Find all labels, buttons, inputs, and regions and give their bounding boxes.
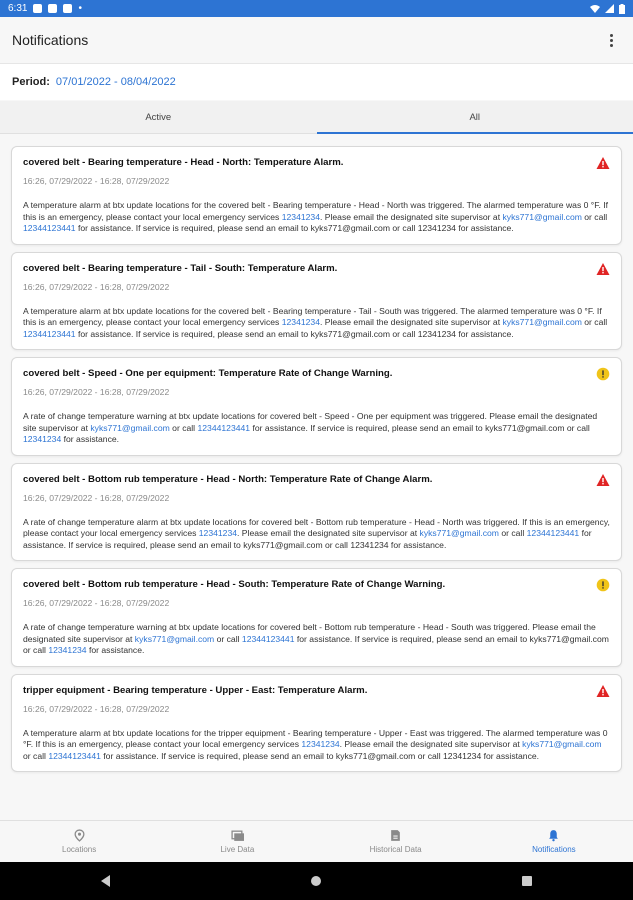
notification-timestamp: 16:26, 07/29/2022 - 16:28, 07/29/2022 xyxy=(23,703,170,714)
notification-text: . Please email the designated site supervisor at xyxy=(339,739,523,749)
notification-description xyxy=(23,306,610,341)
email-link[interactable]: kyks771@gmail.com xyxy=(419,528,499,538)
phone-link[interactable]: 12344123441 xyxy=(197,422,251,433)
notification-title: covered belt - Bottom rub temperature - Head - North: Temperature Rate of Change Alarm. xyxy=(23,473,433,485)
notification-title: tripper equipment - Bearing temperature - Upper - East: Temperature Alarm. xyxy=(23,684,368,696)
notification-text: . Please email the designated site supervisor at xyxy=(319,211,503,222)
notification-text: for assistance. If service is required, please send an email to kyks771@gmail.com or call 12341234 for assistance. xyxy=(75,328,514,339)
location-pin-icon xyxy=(73,829,86,842)
nav-locations-label: Locations xyxy=(62,845,97,854)
warning-circle-icon xyxy=(596,578,610,592)
page-title: Notifications xyxy=(12,32,89,48)
notification-text: A rate of change temperature warning at btx update locations for covered belt - Bottom rub temperature - Head - South was triggered. Please email the designated site supervisor at xyxy=(23,622,596,644)
bottom-navigation xyxy=(0,820,633,862)
notification-text: for assistance. If service is required, please send an email to kyks771@gmail.com or call xyxy=(250,422,590,433)
notification-dot-icon: • xyxy=(78,3,82,14)
phone-link[interactable]: 12341234 xyxy=(48,645,87,655)
notification-text: A rate of change temperature warning at btx update locations for covered belt - Speed - One per equipment was triggered. Please email the designated site supervisor at xyxy=(23,411,598,433)
notification-app-icon-2 xyxy=(48,4,57,13)
phone-link[interactable]: 12341234 xyxy=(198,528,238,538)
period-row xyxy=(0,64,633,100)
notification-text: for assistance. If service is required, please send an email to kyks771@gmail.com or call 12341234 for assistance. xyxy=(100,750,540,761)
notification-title: covered belt - Speed - One per equipment: Temperature Rate of Change Warning. xyxy=(23,368,393,379)
historical-data-icon xyxy=(389,829,402,842)
notification-text: or call xyxy=(23,750,49,761)
alarm-triangle-icon xyxy=(596,156,610,170)
notification-card[interactable] xyxy=(11,568,622,667)
notification-text: or call xyxy=(214,633,242,644)
nav-historical-data[interactable] xyxy=(317,821,475,862)
nav-historical-data-label: Historical Data xyxy=(369,845,422,854)
notification-text: A temperature alarm at btx update locations for the covered belt - Bearing temperature - Tail - South was triggered. The alarmed temperature was 0 °F. If this is an emergency, please contact your local emergency services xyxy=(23,305,602,327)
notification-app-icon-3 xyxy=(63,4,72,13)
signal-icon xyxy=(605,4,614,13)
email-link[interactable]: kyks771@gmail.com xyxy=(502,317,582,327)
period-label: Period: xyxy=(12,76,50,88)
notification-timestamp: 16:26, 07/29/2022 - 16:28, 07/29/2022 xyxy=(23,176,170,186)
notification-card[interactable] xyxy=(11,357,622,456)
nav-live-data-label: Live Data xyxy=(220,845,255,854)
phone-link[interactable]: 12341234 xyxy=(281,211,320,222)
notification-title: covered belt - Bottom rub temperature - Head - South: Temperature Rate of Change Warning. xyxy=(23,579,446,590)
alarm-triangle-icon xyxy=(596,262,610,276)
recent-apps-icon[interactable] xyxy=(522,876,532,886)
notification-card[interactable] xyxy=(11,146,622,245)
notification-text: A temperature alarm at btx update locations for the tripper equipment - Bearing temperature - Upper - East was triggered. The alarmed temperature was 0 °F. If this is an emergency, please contact your local emergency services xyxy=(23,727,608,749)
app-bar xyxy=(0,17,633,64)
tab-active[interactable]: Active xyxy=(145,111,172,123)
notification-title: covered belt - Bearing temperature - Tail - South: Temperature Alarm. xyxy=(23,262,338,274)
notification-timestamp: 16:26, 07/29/2022 - 16:28, 07/29/2022 xyxy=(23,598,170,608)
notification-title: covered belt - Bearing temperature - Head - North: Temperature Alarm. xyxy=(23,157,344,168)
notification-text: . Please email the designated site supervisor at xyxy=(237,528,420,538)
notification-text: or call xyxy=(581,211,608,222)
nav-notifications[interactable] xyxy=(475,821,633,862)
notification-text: or call xyxy=(498,528,527,538)
phone-link[interactable]: 12344123441 xyxy=(48,750,101,761)
notification-app-icon xyxy=(33,4,42,13)
nav-notifications-label: Notifications xyxy=(532,845,576,854)
wifi-icon xyxy=(590,4,600,13)
warning-circle-icon xyxy=(596,367,610,381)
phone-link[interactable]: 12344123441 xyxy=(526,528,580,538)
phone-link[interactable]: 12341234 xyxy=(281,317,320,327)
notification-text: for assistance. If service is required, please send an email to kyks771@gmail.com or call 12341234 for assistance. xyxy=(75,223,514,233)
notification-timestamp: 16:26, 07/29/2022 - 16:28, 07/29/2022 xyxy=(23,492,170,503)
status-bar xyxy=(0,0,633,17)
phone-link[interactable]: 12344123441 xyxy=(241,633,295,644)
phone-link[interactable]: 12341234 xyxy=(301,739,340,749)
notification-description xyxy=(23,728,610,763)
phone-link[interactable]: 12341234 xyxy=(23,434,62,444)
notification-text: or call xyxy=(169,422,198,433)
home-icon[interactable] xyxy=(311,876,321,886)
nav-live-data[interactable] xyxy=(158,821,316,862)
notification-description xyxy=(23,411,610,446)
live-data-icon xyxy=(231,829,244,842)
email-link[interactable]: kyks771@gmail.com xyxy=(522,739,602,749)
email-link[interactable]: kyks771@gmail.com xyxy=(134,633,215,644)
alarm-triangle-icon xyxy=(596,473,610,487)
bell-icon xyxy=(547,829,560,842)
system-navigation-bar xyxy=(0,862,633,900)
notification-description xyxy=(23,622,610,657)
notification-list[interactable] xyxy=(0,140,633,820)
notification-text: for assistance. xyxy=(86,645,145,655)
phone-link[interactable]: 12344123441 xyxy=(23,328,76,339)
notification-text: or call xyxy=(581,317,608,327)
email-link[interactable]: kyks771@gmail.com xyxy=(502,211,582,222)
notification-text: . Please email the designated site supervisor at xyxy=(319,317,503,327)
phone-link[interactable]: 12344123441 xyxy=(23,223,76,233)
notification-text: for assistance. xyxy=(61,434,120,444)
overflow-menu-icon[interactable] xyxy=(601,30,621,50)
notification-text: for assistance. If service is required, please send an email to kyks771@gmail.com or call xyxy=(23,633,609,655)
notification-description xyxy=(23,200,610,235)
back-icon[interactable] xyxy=(101,875,110,887)
notification-text: A rate of change temperature alarm at btx update locations for covered belt - Bottom rub temperature - Head - North was triggered. If this is an emergency, please contact your local emergency services xyxy=(23,516,610,538)
notification-timestamp: 16:26, 07/29/2022 - 16:28, 07/29/2022 xyxy=(23,281,170,292)
nav-locations[interactable] xyxy=(0,821,158,862)
notification-timestamp: 16:26, 07/29/2022 - 16:28, 07/29/2022 xyxy=(23,387,170,397)
tab-bar xyxy=(0,101,633,134)
status-time: 6:31 xyxy=(8,3,28,14)
alarm-triangle-icon xyxy=(596,684,610,698)
notification-card[interactable] xyxy=(11,463,622,562)
notification-card[interactable] xyxy=(11,252,622,351)
period-date-range[interactable]: 07/01/2022 - 08/04/2022 xyxy=(55,76,176,88)
email-link[interactable]: kyks771@gmail.com xyxy=(90,422,170,433)
notification-description xyxy=(23,517,610,552)
notification-text: A temperature alarm at btx update locations for the covered belt - Bearing temperature - Head - North was triggered. The alarmed temperature was 0 °F. If this is an emergency, please contact your local emergency services xyxy=(23,200,609,222)
notification-card[interactable] xyxy=(11,674,622,773)
notification-text: for assistance. If service is required, please send an email to kyks771@gmail.com or call 12341234 for assistance. xyxy=(23,528,592,550)
tab-all[interactable]: All xyxy=(317,101,633,133)
battery-icon xyxy=(619,4,625,14)
